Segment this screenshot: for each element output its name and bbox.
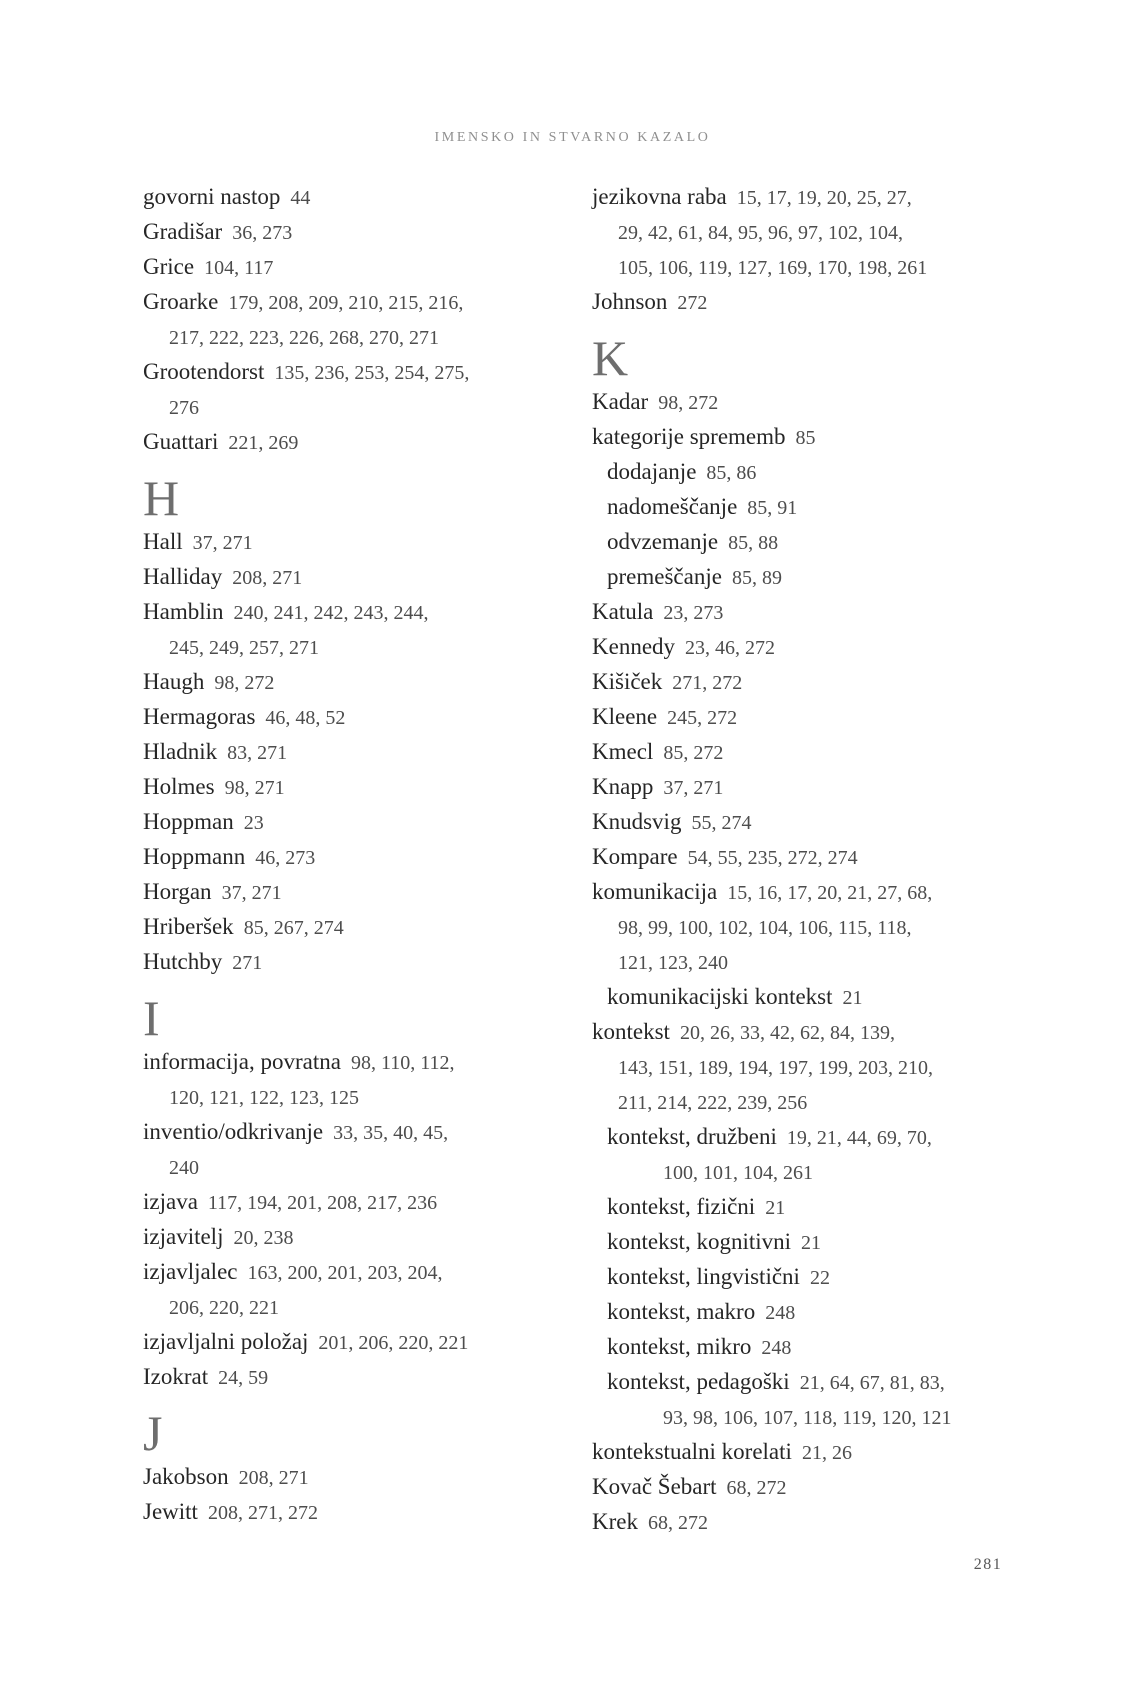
entry-pages: 83, 271 [227,742,288,764]
entry-term: premeščanje [607,564,722,589]
index-entry [592,595,1072,630]
entry-pages: 22 [809,1267,830,1289]
entry-term: govorni nastop [143,184,281,209]
index-entry [592,560,1072,595]
entry-pages: 21 [765,1197,786,1219]
entry-pages: 271 [232,952,263,974]
entry-pages: 19, 21, 44, 69, 70, [786,1127,932,1149]
entry-term: kontekst, kognitivni [607,1229,791,1254]
entry-pages: 201, 206, 220, 221 [318,1332,469,1354]
index-entry [143,180,583,215]
entry-term: kontekst, družbeni [607,1124,777,1149]
entry-pages: 36, 273 [232,222,293,244]
entry-term: Knapp [592,774,654,799]
section-letter: I [143,990,160,1046]
entry-pages: 248 [761,1337,792,1359]
entry-term: inventio/odkrivanje [143,1119,324,1144]
index-entry [592,1260,1072,1295]
entry-term: nadomeščanje [607,494,738,519]
entry-pages: 272 [677,292,708,314]
entry-pages: 85, 91 [747,497,798,519]
index-entry [592,1365,1072,1435]
entry-term: dodajanje [607,459,697,484]
entry-pages: 21 [801,1232,821,1254]
entry-term: odvzemanje [607,529,719,554]
index-entry [592,285,1072,320]
entry-pages: 208, 271 [232,567,303,589]
index-entry [592,770,1072,805]
entry-term: Guattari [143,429,219,454]
entry-pages: 217, 222, 223, 226, 268, 270, 271 [169,327,439,349]
index-entry [592,420,1072,455]
index-entry [592,1470,1072,1505]
entry-pages: 93, 98, 106, 107, 118, 119, 120, 121 [663,1407,952,1429]
index-entry [592,805,1072,840]
entry-term: Kišiček [592,669,663,694]
index-entry [592,980,1072,1015]
entry-term: izjavljalec [143,1259,238,1284]
index-entry [592,1330,1072,1365]
entry-pages: 68, 272 [726,1477,787,1499]
entry-term: Jakobson [143,1464,229,1489]
index-entry [143,735,583,770]
entry-pages: 23 [243,812,264,834]
index-entry [143,665,583,700]
index-entry [592,735,1072,770]
entry-pages: 98, 110, 112, [350,1052,455,1074]
index-entry [143,1360,583,1395]
entry-term: kontekstualni korelati [592,1439,792,1464]
entry-term: Kovač Šebart [592,1474,717,1499]
index-entry [143,215,583,250]
section-letter: K [592,330,629,386]
entry-term: Kleene [592,704,658,729]
entry-term: Hoppman [143,809,234,834]
index-column-left [143,180,583,1530]
index-entry [592,1505,1072,1540]
entry-term: kategorije sprememb [592,424,786,449]
entry-term: Gradišar [143,219,223,244]
entry-term: Horgan [143,879,212,904]
entry-pages: 248 [765,1302,796,1324]
entry-pages: 211, 214, 222, 239, 256 [618,1092,808,1114]
entry-pages: 179, 208, 209, 210, 215, 216, [228,292,464,314]
index-entry [143,700,583,735]
entry-term: Kadar [592,389,649,414]
entry-term: komunikacijski kontekst [607,984,833,1009]
entry-pages: 98, 99, 100, 102, 104, 106, 115, 118, [618,917,912,939]
entry-term: komunikacija [592,879,718,904]
entry-term: Hall [143,529,183,554]
entry-term: izjavitelj [143,1224,224,1249]
entry-term: kontekst, fizični [607,1194,756,1219]
entry-pages: 143, 151, 189, 194, 197, 199, 203, 210, [618,1057,933,1079]
entry-pages: 37, 271 [663,777,724,799]
index-entry [592,1225,1072,1260]
page-number: 281 [973,1556,1003,1573]
entry-pages: 206, 220, 221 [169,1297,279,1319]
index-entry [143,1495,583,1530]
entry-term: Kompare [592,844,678,869]
entry-term: kontekst, lingvistični [607,1264,800,1289]
entry-pages: 271, 272 [672,672,743,694]
running-head: IMENSKO IN STVARNO KAZALO [434,130,711,145]
entry-pages: 135, 236, 253, 254, 275, [274,362,470,384]
entry-pages: 240 [169,1157,199,1179]
index-entry [143,840,583,875]
entry-pages: 85, 267, 274 [243,917,344,939]
entry-pages: 24, 59 [218,1367,269,1389]
entry-pages: 20, 238 [233,1227,294,1249]
entry-term: Haugh [143,669,205,694]
entry-pages: 15, 17, 19, 20, 25, 27, [736,187,912,209]
index-entry [592,490,1072,525]
entry-term: Kmecl [592,739,654,764]
entry-pages: 85 [795,427,816,449]
entry-term: Grootendorst [143,359,265,384]
entry-term: Hutchby [143,949,223,974]
index-entry [143,1185,583,1220]
index-entry [592,665,1072,700]
index-entry [592,700,1072,735]
entry-pages: 120, 121, 122, 123, 125 [169,1087,359,1109]
entry-term: Holmes [143,774,215,799]
index-entry [592,455,1072,490]
entry-pages: 23, 46, 272 [685,637,776,659]
index-entry [143,945,583,980]
entry-pages: 100, 101, 104, 261 [663,1162,813,1184]
entry-term: izjavljalni položaj [143,1329,309,1354]
entry-term: Grice [143,254,195,279]
index-entry [143,910,583,945]
entry-pages: 44 [290,187,311,209]
entry-term: izjava [143,1189,198,1214]
index-entry [592,1015,1072,1120]
entry-term: Jewitt [143,1499,198,1524]
entry-term: Hoppmann [143,844,246,869]
entry-term: Izokrat [143,1364,209,1389]
entry-pages: 208, 271, 272 [207,1502,318,1524]
index-entry [592,1435,1072,1470]
index-entry [143,805,583,840]
entry-term: Hladnik [143,739,218,764]
entry-pages: 98, 272 [658,392,719,414]
index-entry [143,560,583,595]
entry-pages: 105, 106, 119, 127, 169, 170, 198, 261 [618,257,928,279]
entry-pages: 46, 48, 52 [265,707,346,729]
entry-pages: 245, 272 [667,707,738,729]
entry-pages: 98, 272 [214,672,275,694]
entry-term: Groarke [143,289,219,314]
index-entry [592,1190,1072,1225]
index-entry [592,1120,1072,1190]
entry-pages: 21, 64, 67, 81, 83, [799,1372,945,1394]
index-entry [592,385,1072,420]
entry-term: Krek [592,1509,638,1534]
entry-pages: 240, 241, 242, 243, 244, [233,602,429,624]
entry-pages: 37, 271 [192,532,253,554]
entry-pages: 85, 88 [728,532,779,554]
index-entry [143,1325,583,1360]
entry-term: Hamblin [143,599,224,624]
index-entry [143,250,583,285]
index-column-right [592,180,1072,1540]
entry-pages: 104, 117 [204,257,274,279]
index-entry [143,355,583,425]
entry-pages: 21 [842,987,863,1009]
entry-pages: 85, 86 [706,462,757,484]
index-entry [143,285,583,355]
index-entry [143,1115,583,1185]
entry-pages: 29, 42, 61, 84, 95, 96, 97, 102, 104, [618,222,903,244]
entry-pages: 208, 271 [238,1467,309,1489]
entry-term: Hermagoras [143,704,256,729]
entry-pages: 46, 273 [255,847,316,869]
entry-pages: 85, 272 [663,742,724,764]
entry-term: Halliday [143,564,223,589]
index-entry [143,595,583,665]
entry-pages: 21, 26 [801,1442,852,1464]
index-entry [143,875,583,910]
index-entry [592,875,1072,980]
index-entry [143,1045,583,1115]
entry-pages: 55, 274 [691,812,752,834]
entry-pages: 15, 16, 17, 20, 21, 27, 68, [727,882,933,904]
entry-term: Knudsvig [592,809,682,834]
entry-pages: 163, 200, 201, 203, 204, [247,1262,443,1284]
section-letter: H [143,470,180,526]
entry-pages: 33, 35, 40, 45, [333,1122,449,1144]
entry-pages: 276 [169,397,199,419]
entry-term: Katula [592,599,654,624]
entry-term: Kennedy [592,634,676,659]
entry-pages: 54, 55, 235, 272, 274 [687,847,858,869]
index-entry [143,1220,583,1255]
entry-pages: 245, 249, 257, 271 [169,637,319,659]
entry-pages: 98, 271 [224,777,285,799]
index-entry [143,1460,583,1495]
entry-pages: 121, 123, 240 [618,952,728,974]
index-entry [143,525,583,560]
index-entry [143,1255,583,1325]
entry-term: jezikovna raba [592,184,727,209]
entry-term: kontekst, makro [607,1299,756,1324]
entry-term: kontekst [592,1019,670,1044]
entry-pages: 117, 194, 201, 208, 217, 236 [207,1192,438,1214]
entry-term: Johnson [592,289,668,314]
entry-term: informacija, povratna [143,1049,341,1074]
index-entry [592,180,1072,285]
entry-pages: 37, 271 [221,882,282,904]
index-entry [592,1295,1072,1330]
index-entry [143,770,583,805]
entry-pages: 221, 269 [228,432,299,454]
entry-pages: 68, 272 [647,1512,708,1534]
index-entry [143,425,583,460]
index-entry [592,630,1072,665]
entry-term: kontekst, pedagoški [607,1369,790,1394]
entry-pages: 20, 26, 33, 42, 62, 84, 139, [679,1022,895,1044]
section-letter: J [143,1405,163,1461]
entry-term: kontekst, mikro [607,1334,752,1359]
entry-pages: 85, 89 [731,567,782,589]
index-entry [592,525,1072,560]
entry-pages: 23, 273 [663,602,724,624]
index-entry [592,840,1072,875]
entry-term: Hriberšek [143,914,234,939]
